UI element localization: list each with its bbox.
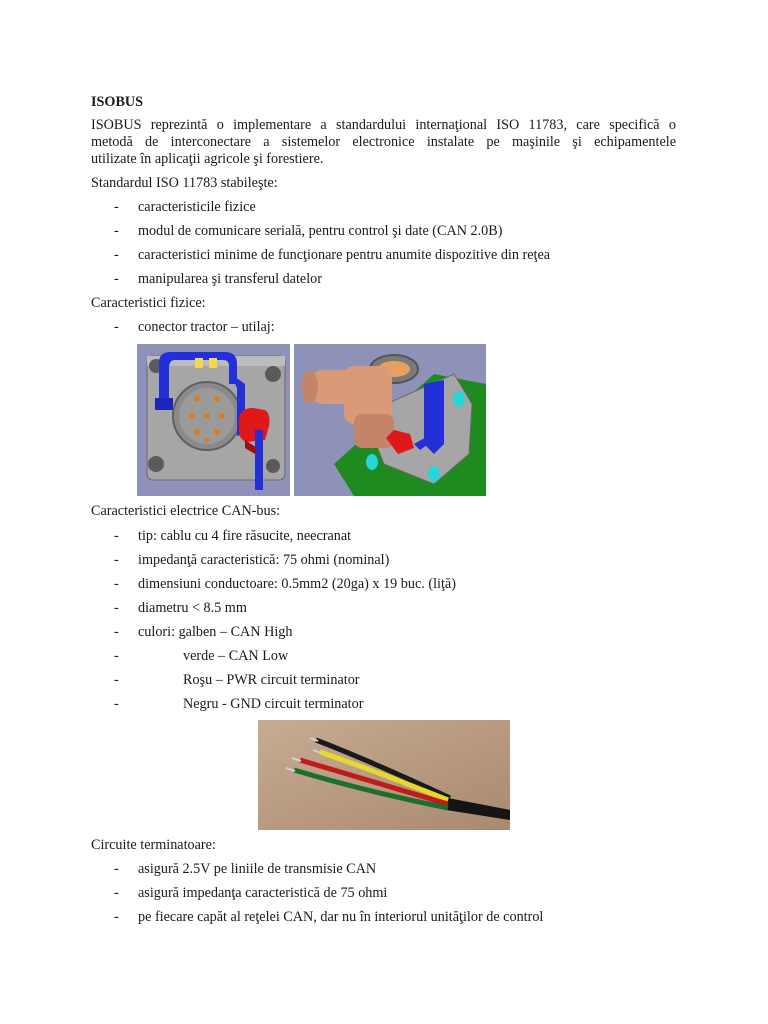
connector-front-image (137, 344, 290, 496)
electrical-item: dimensiuni conductoare: 0.5mm2 (20ga) x 19 buc. (liţă) (138, 576, 456, 592)
bullet-dash: - (114, 861, 119, 877)
bullet-dash: - (114, 624, 119, 640)
wire-color-item: Negru - GND circuit terminator (183, 696, 364, 712)
standard-item: caracteristicile fizice (138, 199, 256, 215)
bullet-dash: - (114, 672, 119, 688)
bullet-dash: - (114, 576, 119, 592)
standard-item: modul de comunicare serială, pentru control şi date (CAN 2.0B) (138, 223, 503, 239)
terminator-item: asigură 2.5V pe liniile de transmisie CAN (138, 861, 377, 877)
electrical-item: tip: cablu cu 4 fire răsucite, neecranat (138, 528, 352, 544)
intro-line-1: ISOBUS reprezintă o implementare a standardului internaţional ISO 11783, care specifică o (91, 117, 676, 133)
physical-item: conector tractor – utilaj: (138, 319, 275, 335)
connector-side-image (294, 344, 486, 496)
bullet-dash: - (114, 319, 119, 335)
electrical-heading: Caracteristici electrice CAN-bus: (91, 503, 281, 519)
terminators-heading: Circuite terminatoare: (91, 837, 216, 853)
bullet-dash: - (114, 247, 119, 263)
bullet-dash: - (114, 223, 119, 239)
bullet-dash: - (114, 528, 119, 544)
bullet-dash: - (114, 600, 119, 616)
bullet-dash: - (114, 552, 119, 568)
standard-item: caracteristici minime de funcţionare pentru anumite dispozitive din reţea (138, 247, 551, 263)
bullet-dash: - (114, 909, 119, 925)
standard-item: manipularea şi transferul datelor (138, 271, 322, 287)
bullet-dash: - (114, 696, 119, 712)
intro-line-3: utilizate în aplicaţii agricole şi forestiere. (91, 151, 324, 167)
electrical-item: diametru < 8.5 mm (138, 600, 247, 616)
electrical-item: culori: galben – CAN High (138, 624, 293, 640)
wire-color-item: Roşu – PWR circuit terminator (183, 672, 360, 688)
bullet-dash: - (114, 199, 119, 215)
terminator-item: asigură impedanţa caracteristică de 75 ohmi (138, 885, 388, 901)
bullet-dash: - (114, 648, 119, 664)
terminator-item: pe fiecare capăt al reţelei CAN, dar nu în interiorul unităţilor de control (138, 909, 544, 925)
physical-heading: Caracteristici fizice: (91, 295, 206, 311)
standard-heading: Standardul ISO 11783 stabileşte: (91, 175, 278, 191)
bullet-dash: - (114, 885, 119, 901)
page-title: ISOBUS (91, 94, 144, 110)
intro-line-2: metodă de interconectare a sistemelor electronice instalate pe maşinile şi echipamentele (91, 134, 676, 150)
electrical-item: impedanţă caracteristică: 75 ohmi (nominal) (138, 552, 390, 568)
cable-wires-photo (258, 720, 510, 830)
bullet-dash: - (114, 271, 119, 287)
wire-color-item: verde – CAN Low (183, 648, 289, 664)
